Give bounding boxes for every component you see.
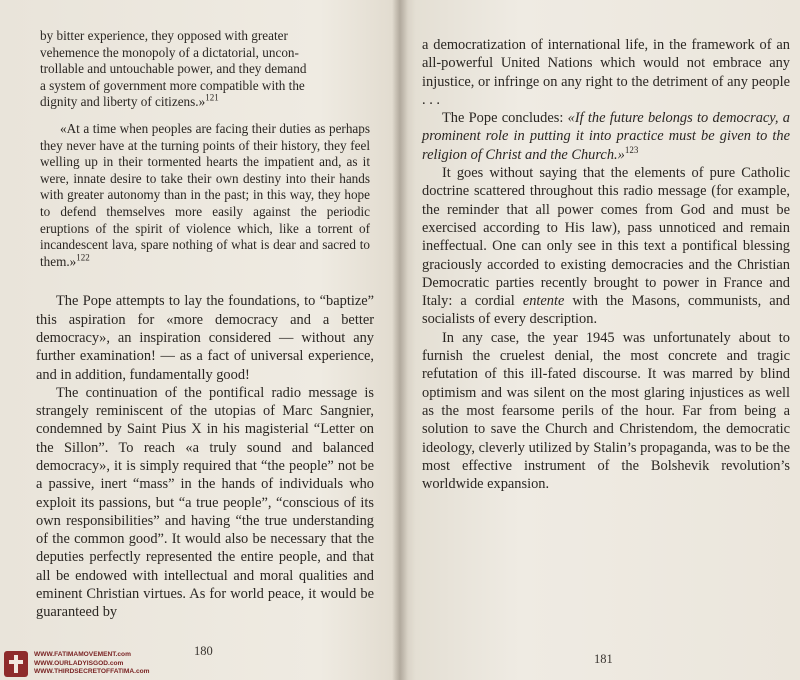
quote-122-text: «At a time when peoples are facing their duties as perhaps they never have at the turning points of their history, they feel welling up in their tormented hearts the impatient and, as it were, innate desire to take their own destiny into their hands with greater autonomy than in the past; in this way, they hope to defend themselves more easily against the periodic eruptions of the spirit of violence which, like a torrent of incandescent lava, spare nothing of what is dear and sacred to them.» xyxy=(40,120,370,269)
quote-121-line: a system of government more compatible with the xyxy=(40,77,305,93)
page-number-left: 180 xyxy=(194,644,213,658)
paragraph-3-end: with the Masons, communists, and socialists of every description. xyxy=(422,293,790,328)
paragraph-3-start: It goes without saying that the elements of pure Catholic doctrine scattered throughout this radio message (for example, the reminder that all power comes from God and must be exercised according to His law), pass unnoticed and remain ineffectual. One can only see in this text a pontifical blessing graciously accorded to existing democracies and the Christian Democratic parties recently brought to power in France and Italy: a cordial xyxy=(422,165,790,310)
right-page-text xyxy=(422,36,790,493)
site-watermark xyxy=(4,648,204,680)
pope-quote: «If the future belongs to democracy, a prominent role in putting it into practice must be given to the religion of Christ and the Church.» xyxy=(422,110,790,163)
footnote-122: 122 xyxy=(76,252,90,263)
site-link[interactable]: WWW.OURLADYISGOD.com xyxy=(34,659,124,667)
right-paragraph-3 xyxy=(422,164,790,329)
quote-121-line: vehemence the monopoly of a dictatorial, uncon- xyxy=(40,44,299,60)
page-number-right: 181 xyxy=(594,652,613,666)
right-page xyxy=(404,0,800,680)
entente-word: entente xyxy=(522,293,565,310)
site-link[interactable]: WWW.THIRDSECRETOFFATIMA.com xyxy=(34,668,150,676)
right-paragraph-2 xyxy=(422,109,790,164)
right-paragraph-1: a democratization of international life, in the framework of an all-powerful United Nations which would not embrace any injustice, or infringe on any right to the detriment of any people . . . xyxy=(422,37,790,108)
left-paragraph-1: The Pope attempts to lay the foundations, to “baptize” this aspiration for «more democracy and a better democracy», an inspiration considered — without any further examination! — as a fact of universal experience, and in addition, fundamentally good! xyxy=(36,293,374,383)
left-paragraph-2: The continuation of the pontifical radio message is strangely reminiscent of the utopias of Marc Sangnier, condemned by Saint Pius X in his magisterial “Letter on the Sillon”. To reach «a truly sound and balanced democracy», it is simply required that “the people” not be a passive, inert “mass” in the hands of individuals who exploit its passions, but “a true people”, “conscious of its own responsibilities” and having “the true understanding of the common good”. It would also be necessary that the deputies perfectly represented the entire people, and that all be endowed with intellectual and moral qualities and eminent Christian virtues. As for world peace, it would be guaranteed by xyxy=(36,384,374,621)
quote-121-line: dignity and liberty of citizens.» xyxy=(40,94,206,110)
quote-121 xyxy=(36,28,374,270)
footnote-121: 121 xyxy=(205,92,219,103)
left-page xyxy=(0,0,396,680)
site-link[interactable]: WWW.FATIMAMOVEMENT.com xyxy=(34,651,131,659)
cross-logo-icon xyxy=(4,651,28,677)
footnote-123: 123 xyxy=(624,144,639,155)
pope-concludes-intro: The Pope concludes: xyxy=(442,110,568,127)
quote-121-line: trollable and untouchable power, and they demand xyxy=(40,61,307,77)
right-paragraph-4: In any case, the year 1945 was unfortunately about to furnish the cruelest denial, the most concrete and tragic refutation of this ill-fated discourse. It was marred by blind optimism and was silent on the most glaring injustices as well as the most fearsome perils of the hour. Far from being a solution to save the Church and Christendom, the democratic ideology, cleverly utilized by Stalin’s propaganda, was to be the most effective instrument of the Bolshevik revolution’s worldwide expansion. xyxy=(422,329,790,493)
left-page-text xyxy=(36,28,374,622)
quote-121-line: by bitter experience, they opposed with greater xyxy=(40,28,288,43)
